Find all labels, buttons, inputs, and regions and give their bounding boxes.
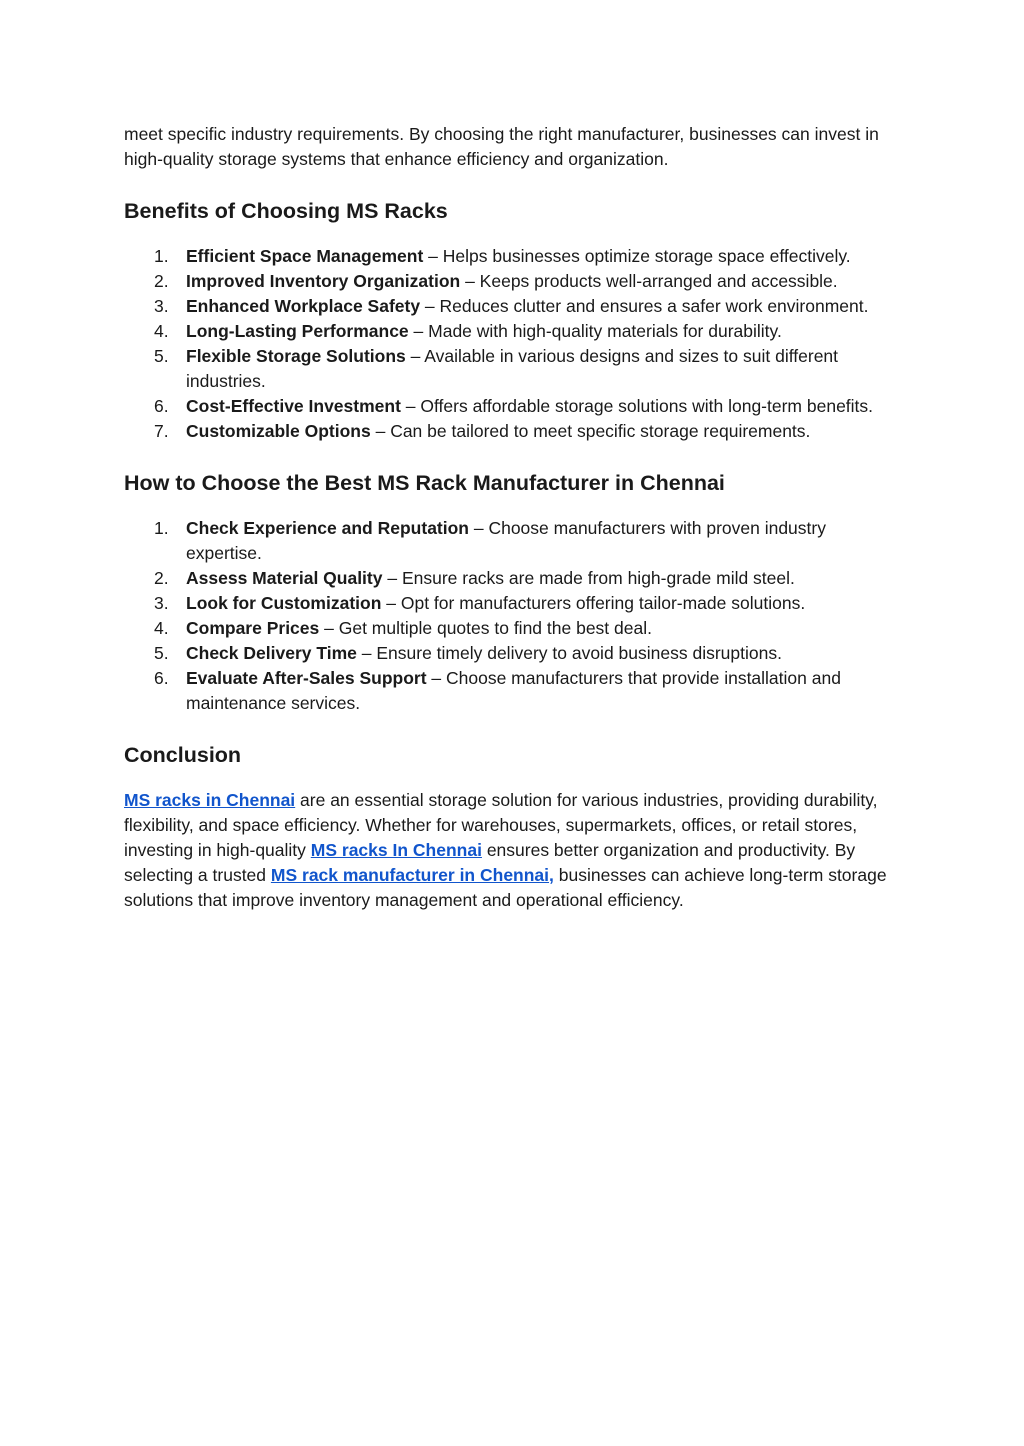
list-number: 5. — [154, 346, 169, 366]
item-description: – Offers affordable storage solutions with long-term benefits. — [400, 396, 874, 416]
item-title: Evaluate After-Sales Support — [186, 668, 427, 688]
item-title: Enhanced Workplace Safety — [186, 296, 421, 316]
list-number: 7. — [154, 421, 169, 441]
list-item — [124, 344, 904, 394]
item-description: – Ensure timely delivery to avoid business disruptions. — [356, 643, 782, 663]
item-title: Long-Lasting Performance — [186, 321, 409, 341]
item-title: Assess Material Quality — [186, 568, 383, 588]
ms-racks-in-chennai-link[interactable]: MS racks In Chennai — [310, 840, 482, 860]
ms-racks-chennai-link[interactable]: MS racks in Chennai — [124, 790, 296, 810]
item-description: – Get multiple quotes to find the best deal. — [319, 618, 652, 638]
howto-list — [124, 516, 904, 716]
list-number: 2. — [154, 271, 169, 291]
benefits-list — [124, 244, 904, 444]
item-title: Flexible Storage Solutions — [186, 346, 406, 366]
list-item — [124, 641, 904, 666]
item-description: – Ensure racks are made from high-grade mild steel. — [382, 568, 795, 588]
conclusion-heading: Conclusion — [124, 743, 242, 767]
list-number: 1. — [154, 246, 169, 266]
howto-heading: How to Choose the Best MS Rack Manufacturer in Chennai — [124, 471, 725, 495]
item-description: – Choose manufacturers with proven industry expertise. — [186, 518, 826, 563]
list-item — [124, 394, 904, 419]
list-item — [124, 516, 904, 566]
intro-paragraph: meet specific industry requirements. By choosing the right manufacturer, businesses can invest in high-quality storage systems that enhance efficiency and organization. — [124, 124, 879, 169]
item-title: Improved Inventory Organization — [186, 271, 461, 291]
list-number: 1. — [154, 518, 169, 538]
list-number: 4. — [154, 618, 169, 638]
item-title: Look for Customization — [186, 593, 382, 613]
item-title: Cost-Effective Investment — [186, 396, 401, 416]
list-number: 4. — [154, 321, 169, 341]
item-description: – Choose manufacturers that provide installation and maintenance services. — [186, 668, 841, 713]
item-title: Customizable Options — [186, 421, 371, 441]
item-title: Compare Prices — [186, 618, 320, 638]
conclusion-text-2: ensures better organization and productivity. By selecting a trusted — [124, 840, 856, 885]
list-number: 6. — [154, 668, 169, 688]
list-item — [124, 616, 904, 641]
list-item — [124, 294, 904, 319]
item-description: – Can be tailored to meet specific storage requirements. — [370, 421, 811, 441]
item-title: Check Delivery Time — [186, 643, 357, 663]
list-number: 6. — [154, 396, 169, 416]
item-description: – Available in various designs and sizes to suit different industries. — [186, 346, 839, 391]
conclusion-paragraph — [124, 788, 904, 913]
item-description: – Helps businesses optimize storage space effectively. — [423, 246, 851, 266]
list-item — [124, 419, 904, 444]
item-description: – Opt for manufacturers offering tailor-made solutions. — [381, 593, 806, 613]
list-item — [124, 566, 904, 591]
item-title: Check Experience and Reputation — [186, 518, 469, 538]
list-item — [124, 244, 904, 269]
list-number: 2. — [154, 568, 169, 588]
list-number: 3. — [154, 296, 169, 316]
item-description: – Made with high-quality materials for durability. — [408, 321, 782, 341]
list-item — [124, 269, 904, 294]
list-item — [124, 666, 904, 716]
benefits-heading: Benefits of Choosing MS Racks — [124, 199, 448, 223]
item-title: Efficient Space Management — [186, 246, 424, 266]
item-description: – Reduces clutter and ensures a safer work environment. — [420, 296, 869, 316]
list-number: 5. — [154, 643, 169, 663]
list-item — [124, 319, 904, 344]
ms-rack-manufacturer-link[interactable]: MS rack manufacturer in Chennai, — [270, 865, 554, 885]
item-description: – Keeps products well-arranged and accessible. — [460, 271, 838, 291]
conclusion-text-3: businesses can achieve long-term storage solutions that improve inventory management and operational efficiency. — [124, 865, 887, 910]
conclusion-text-1: are an essential storage solution for various industries, providing durability, flexibility, and space efficiency. Whether for warehouses, supermarkets, offices, or retail stores, investing in high-quality — [124, 790, 878, 860]
list-item — [124, 591, 904, 616]
list-number: 3. — [154, 593, 169, 613]
document-page — [124, 120, 904, 913]
